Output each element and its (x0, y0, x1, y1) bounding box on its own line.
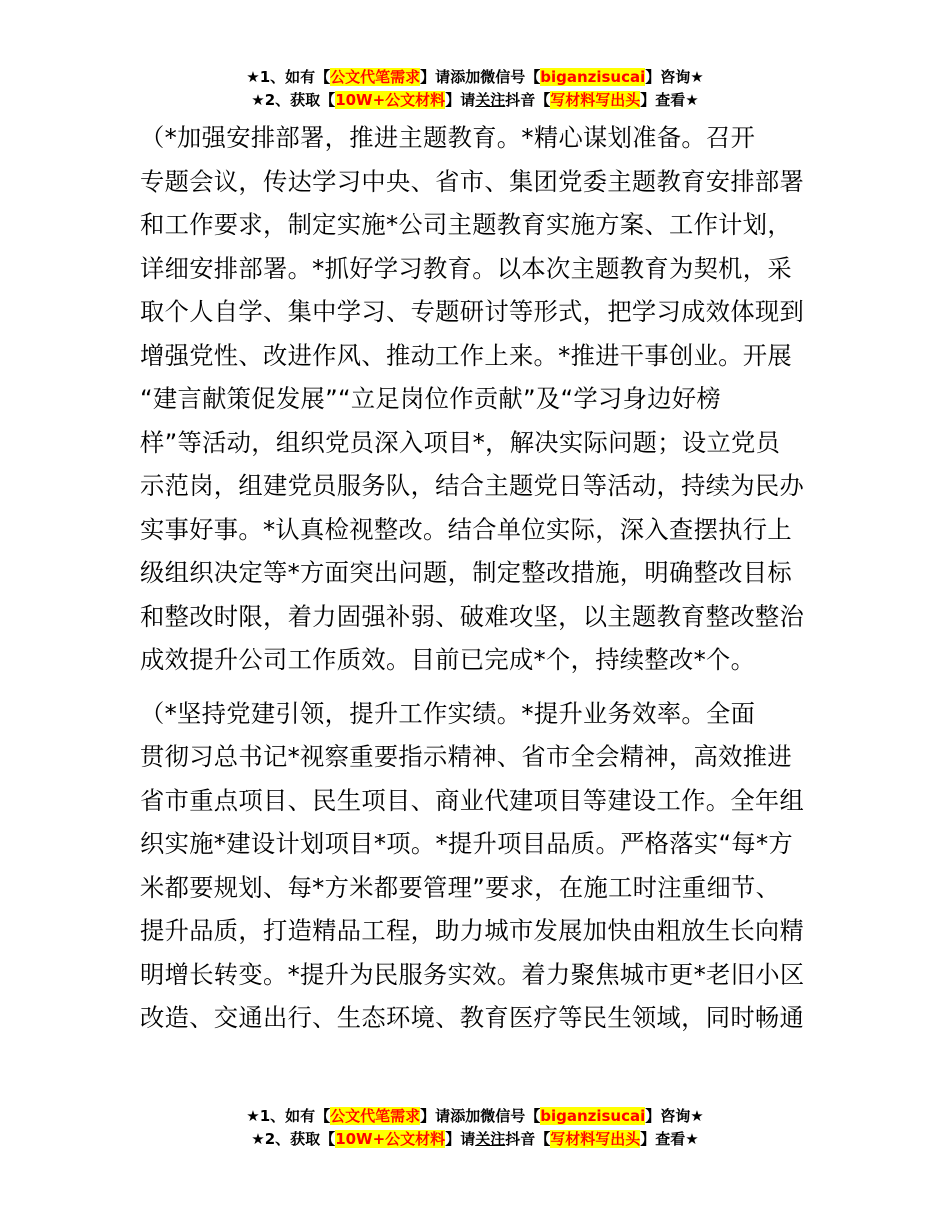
banner-text: 】请 (445, 91, 476, 109)
text-line: （*坚持党建引领，提升工作实绩。*提升业务效率。全面 (140, 698, 756, 728)
text-line: 织实施*建设计划项目*项。*提升项目品质。严格落实“每*方 (140, 829, 794, 858)
text-line: 省市重点项目、民生项目、商业代建项目等建设工作。全年组 (140, 785, 805, 815)
banner-text: 抖音【 (505, 91, 551, 109)
paragraph (140, 116, 812, 682)
banner-text: ★2、获取【 (251, 1130, 336, 1148)
banner-text: ★2、获取【 (251, 91, 336, 109)
text-line: 贯彻习总书记*视察重要指示精神、省市全会精神，高效推进 (140, 742, 792, 771)
highlight-service: 公文代笔需求 (330, 68, 421, 86)
banner-text: 】咨询★ (645, 1107, 704, 1125)
banner-text: 】咨询★ (645, 68, 704, 86)
highlight-douyin-account: 写材料写出头 (550, 91, 641, 109)
highlight-douyin-account: 写材料写出头 (550, 1130, 641, 1148)
highlight-materials: 10W+公文材料 (335, 1130, 446, 1148)
banner-text: 】查看★ (640, 1130, 699, 1148)
banner-text: 抖音【 (505, 1130, 551, 1148)
footer-banner (0, 1105, 950, 1151)
text-line: 实事好事。*认真检视整改。结合单位实际，深入查摆执行上 (140, 514, 792, 544)
text-line: 详细安排部署。*抓好学习教育。以本次主题教育为契机，采 (140, 253, 792, 283)
text-line: 增强党性、改进作风、推动工作上来。*推进干事创业。开展 (140, 340, 792, 370)
banner-text: ★1、如有【 (246, 1107, 331, 1125)
banner-text: 】请 (420, 68, 451, 86)
banner-text: 微信号【 (480, 1107, 541, 1125)
banner-text: 添加 (450, 68, 481, 86)
text-line: 米都要规划、每*方米都要管理”要求，在施工时注重细节、 (140, 872, 781, 902)
highlight-materials: 10W+公文材料 (335, 91, 446, 109)
text-line: 提升品质，打造精品工程，助力城市发展加快由粗放生长向精 (140, 916, 805, 945)
highlight-wechat-id: biganzisucai (540, 1107, 646, 1125)
text-line: 取个人自学、集中学习、专题研讨等形式，把学习成效体现到 (140, 297, 805, 326)
highlight-service: 公文代笔需求 (330, 1107, 421, 1125)
document-body (140, 116, 812, 1040)
text-line: 样”等活动，组织党员深入项目*，解决实际问题；设立党员 (140, 427, 781, 457)
text-line: 和工作要求，制定实施*公司主题教育实施方案、工作计划， (140, 210, 792, 239)
highlight-wechat-id: biganzisucai (540, 68, 646, 86)
banner-line-2 (0, 89, 950, 112)
text-line: 和整改时限，着力固强补弱、破难攻坚，以主题教育整改整治 (140, 601, 805, 631)
banner-text-underlined: 关注 (475, 91, 506, 109)
text-line: 明增长转变。*提升为民服务实效。着力聚焦城市更*老旧小区 (140, 959, 805, 989)
banner-line-1 (0, 1105, 950, 1128)
banner-text: 】请 (445, 1130, 476, 1148)
text-line: （*加强安排部署，推进主题教育。*精心谋划准备。召开 (140, 123, 756, 152)
banner-text: 添加 (450, 1107, 481, 1125)
text-line: 改造、交通出行、生态环境、教育医疗等民生领域，同时畅通 (140, 1003, 805, 1032)
text-line: 示范岗，组建党员服务队，结合主题党日等活动，持续为民办 (140, 471, 805, 500)
banner-text: 微信号【 (480, 68, 541, 86)
text-line: 专题会议，传达学习中央、省市、集团党委主题教育安排部署 (140, 166, 805, 196)
header-banner (0, 66, 950, 112)
banner-line-2 (0, 1128, 950, 1151)
paragraph (140, 692, 812, 1040)
banner-line-1 (0, 66, 950, 89)
text-line: 成效提升公司工作质效。目前已完成*个，持续整改*个。 (140, 645, 756, 674)
text-line: 级组织决定等*方面突出问题，制定整改措施，明确整改目标 (140, 558, 792, 587)
banner-text-underlined: 关注 (475, 1130, 506, 1148)
banner-text: 】请 (420, 1107, 451, 1125)
banner-text: ★1、如有【 (246, 68, 331, 86)
text-line: “建言献策促发展”“立足岗位作贡献”及“学习身边好榜 (140, 384, 721, 413)
banner-text: 】查看★ (640, 91, 699, 109)
